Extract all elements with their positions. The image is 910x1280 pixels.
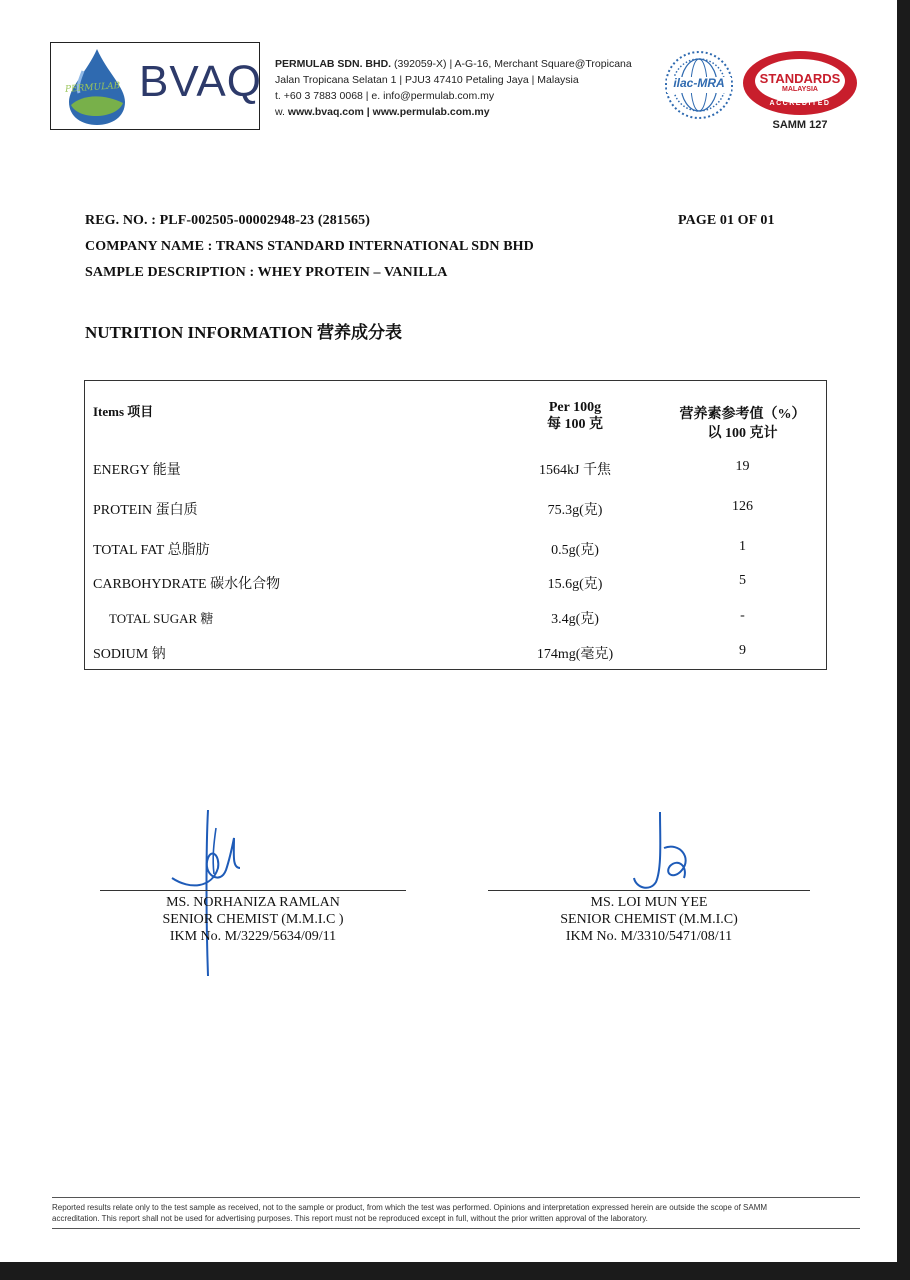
sample-description: SAMPLE DESCRIPTION : WHEY PROTEIN – VANILLA	[85, 265, 448, 280]
nutrition-table	[84, 380, 827, 670]
reference-value: 19	[735, 459, 750, 474]
signatory-1-name: MS. NORHANIZA RAMLAN	[166, 895, 340, 910]
reference-header-line2: 以 100 克计	[707, 426, 778, 441]
item-name: TOTAL SUGAR 糖	[109, 611, 214, 626]
permulab-bvaq-logo	[50, 42, 263, 130]
ilac-mra-text: ilac-MRA	[673, 76, 725, 90]
per100-value: 0.5g(克)	[551, 543, 599, 558]
per100-value: 15.6g(克)	[547, 577, 603, 592]
footer-top-rule	[52, 1197, 860, 1198]
accredited-text: ACCREDITED	[769, 100, 831, 107]
per100-header	[525, 399, 625, 433]
lab-web-prefix: w.	[275, 106, 288, 118]
lab-name: PERMULAB SDN. BHD.	[275, 58, 392, 70]
reference-header-line1: 营养素参考值（%）	[679, 407, 806, 422]
disclaimer-line-2: accreditation. This report shall not be used for advertising purposes. This report must not be reproduced except in full, without the prior written approval of the laboratory.	[52, 1214, 648, 1223]
signature-2-image	[620, 808, 720, 898]
per100-header-line1: Per 100g	[548, 400, 602, 415]
lab-reg-address: (392059-X) | A-G-16, Merchant Square@Tropicana	[391, 58, 632, 70]
standards-malaysia-logo	[741, 48, 859, 136]
reg-number: REG. NO. : PLF-002505-00002948-23 (281565)	[85, 213, 370, 228]
lab-web: www.bvaq.com | www.permulab.com.my	[287, 106, 490, 118]
reference-value: 5	[739, 573, 746, 588]
disclaimer-line-1: Reported results relate only to the test sample as received, not to the sample or product, from which the test was performed. Opinions and interpretation expressed herein are outside the scope of SAMM	[52, 1203, 768, 1212]
company-name: COMPANY NAME : TRANS STANDARD INTERNATIONAL SDN BHD	[85, 239, 534, 254]
reference-value: -	[740, 608, 745, 623]
item-name: ENERGY 能量	[93, 463, 181, 478]
signatory-2-title: SENIOR CHEMIST (M.M.I.C)	[560, 912, 738, 927]
standards-sub-text: MALAYSIA	[782, 86, 818, 93]
reference-value: 1	[739, 539, 746, 554]
bvaq-logo-text: BVAQ	[139, 57, 263, 106]
reference-value: 126	[732, 499, 753, 514]
footer-bottom-rule	[52, 1228, 860, 1229]
signature-2-line	[488, 890, 810, 891]
signatory-2-ikm: IKM No. M/3310/5471/08/11	[565, 929, 733, 944]
item-name: PROTEIN 蛋白质	[93, 503, 198, 518]
per100-value: 75.3g(克)	[547, 503, 603, 518]
signatory-1	[100, 894, 406, 945]
per100-value: 1564kJ 千焦	[539, 463, 611, 478]
signatory-2-name: MS. LOI MUN YEE	[590, 895, 708, 910]
item-name: SODIUM 钠	[93, 647, 166, 662]
permulab-script-text: PERMULAB	[64, 81, 121, 95]
item-name: CARBOHYDRATE 碳水化合物	[93, 577, 281, 592]
signature-1-image	[160, 808, 270, 978]
standards-text: STANDARDS	[759, 71, 841, 86]
lab-address: Jalan Tropicana Selatan 1 | PJU3 47410 Petaling Jaya | Malaysia	[275, 74, 579, 86]
item-name: TOTAL FAT 总脂肪	[93, 543, 210, 558]
signatory-1-ikm: IKM No. M/3229/5634/09/11	[169, 929, 337, 944]
per100-value: 174mg(毫克)	[536, 647, 614, 662]
items-header: Items 项目	[93, 404, 154, 419]
signature-1-line	[100, 890, 406, 891]
lab-contact-block	[275, 56, 632, 120]
lab-contact: t. +60 3 7883 0068 | e. info@permulab.com.my	[275, 90, 495, 102]
per100-value: 3.4g(克)	[551, 612, 599, 627]
disclaimer-text	[52, 1202, 860, 1224]
signatory-1-title: SENIOR CHEMIST (M.M.I.C )	[162, 912, 344, 927]
page-number: PAGE 01 OF 01	[678, 213, 775, 228]
ilac-mra-logo	[664, 48, 734, 122]
signatory-2	[488, 894, 810, 945]
reference-header	[660, 405, 825, 443]
reference-value: 9	[739, 643, 746, 658]
samm-number: SAMM 127	[772, 119, 828, 131]
page-title: NUTRITION INFORMATION 营养成分表	[85, 323, 403, 342]
per100-header-line2: 每 100 克	[547, 417, 603, 432]
